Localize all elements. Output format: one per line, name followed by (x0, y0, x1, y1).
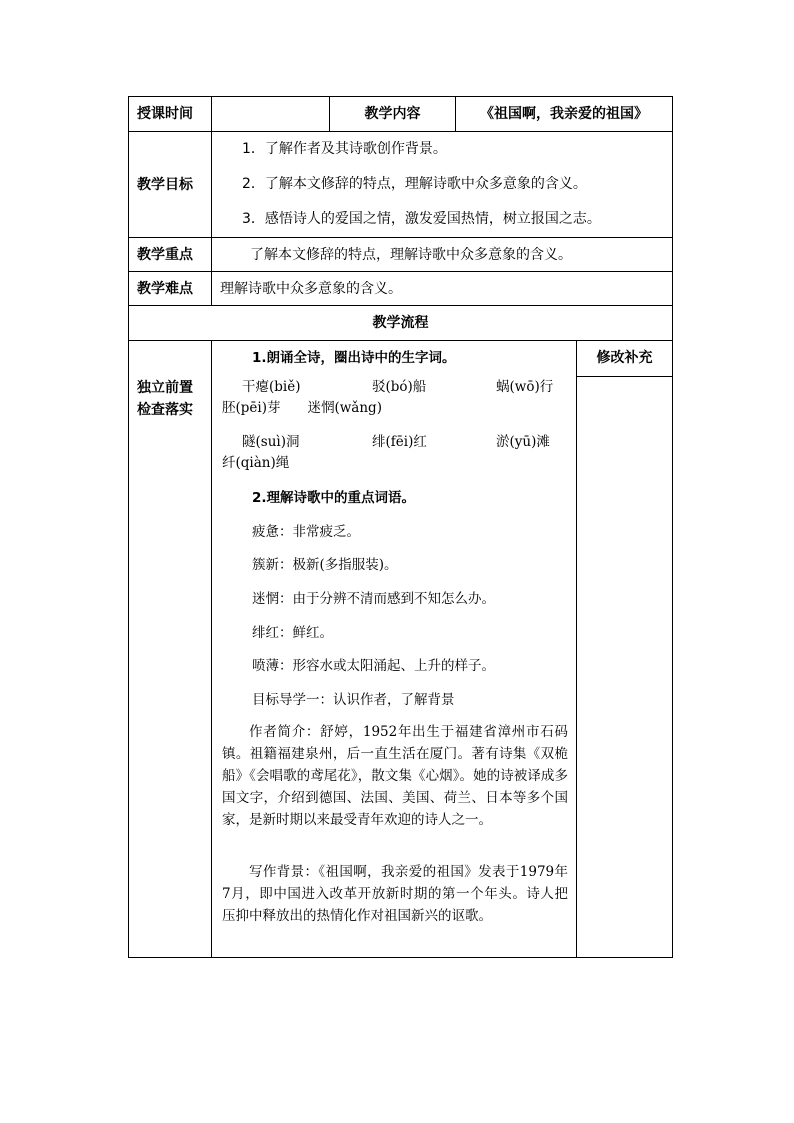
difficulty-row (129, 272, 673, 306)
pinyin-line: 纤(qiàn)绳 (222, 455, 290, 471)
section-row (129, 341, 673, 958)
lesson-plan-table (128, 96, 673, 958)
pinyin-word: 驳(bó)船 (372, 379, 427, 395)
section-label-line: 检查落实 (137, 402, 193, 418)
content-value: 《祖国啊，我亲爱的祖国》 (456, 97, 673, 132)
term-item: 疲惫：非常疲乏。 (252, 524, 360, 540)
pinyin-word: 隧(suì)洞 (242, 434, 300, 450)
side-header: 修改补充 (577, 341, 672, 377)
header-row (129, 97, 673, 132)
goals-row (129, 132, 673, 238)
guide-title: 目标导学一：认识作者，了解背景 (252, 692, 455, 708)
content-label: 教学内容 (330, 97, 456, 132)
term-item: 迷惘：由于分辨不清而感到不知怎么办。 (252, 591, 495, 607)
section-label-line: 独立前置 (137, 380, 193, 396)
section-label (129, 341, 212, 958)
time-label: 授课时间 (129, 97, 212, 132)
section-content (212, 341, 577, 958)
background-text: 写作背景：《祖国啊，我亲爱的祖国》发表于1979年7月，即中国进入改革开放新时期的第一个年头。诗人把压抑中释放出的热情化作对祖国新兴的讴歌。 (222, 864, 568, 924)
goal-item: 3．感悟诗人的爱国之情，激发爱国热情，树立报国之志。 (242, 211, 601, 227)
flow-title: 教学流程 (129, 306, 673, 341)
pinyin-word: 蜗(wō)行 (496, 379, 554, 395)
term-item: 簇新：极新(多指服装)。 (252, 557, 398, 573)
pinyin-word: 绯(fēi)红 (372, 434, 427, 450)
flow-title-row (129, 306, 673, 341)
difficulty-label: 教学难点 (129, 272, 212, 306)
goals-label: 教学目标 (129, 132, 212, 238)
pinyin-word: 淤(yū)滩 (496, 434, 550, 450)
term-item: 喷薄：形容水或太阳涌起、上升的样子。 (252, 658, 495, 674)
key-points-row (129, 238, 673, 272)
goal-item: 1．了解作者及其诗歌创作背景。 (242, 141, 447, 157)
pinyin-line: 胚(pēi)芽 迷惘(wǎng) (222, 400, 382, 416)
goal-item: 2．了解本文修辞的特点，理解诗歌中众多意象的含义。 (242, 176, 587, 192)
difficulty-text: 理解诗歌中众多意象的含义。 (212, 272, 673, 306)
task1-title: 1.朗诵全诗，圈出诗中的生字词。 (252, 350, 456, 366)
time-value (212, 97, 330, 132)
term-item: 绯红：鲜红。 (252, 625, 333, 641)
key-points-text: 了解本文修辞的特点，理解诗歌中众多意象的含义。 (212, 238, 673, 272)
pinyin-word: 干瘪(biě) (242, 379, 301, 395)
key-points-label: 教学重点 (129, 238, 212, 272)
side-column (577, 341, 673, 958)
author-intro: 作者简介：舒婷，1952年出生于福建省漳州市石码镇。祖籍福建泉州，后一直生活在厦门。著有诗集《双桅船》《会唱歌的鸢尾花》，散文集《心烟》。她的诗被译成多国文字，介绍到德国、法国、美国、荷兰、日本等多个国家，是新时期以来最受青年欢迎的诗人之一。 (222, 724, 568, 828)
task2-title: 2.理解诗歌中的重点词语。 (252, 490, 416, 506)
goals-list (212, 132, 673, 238)
